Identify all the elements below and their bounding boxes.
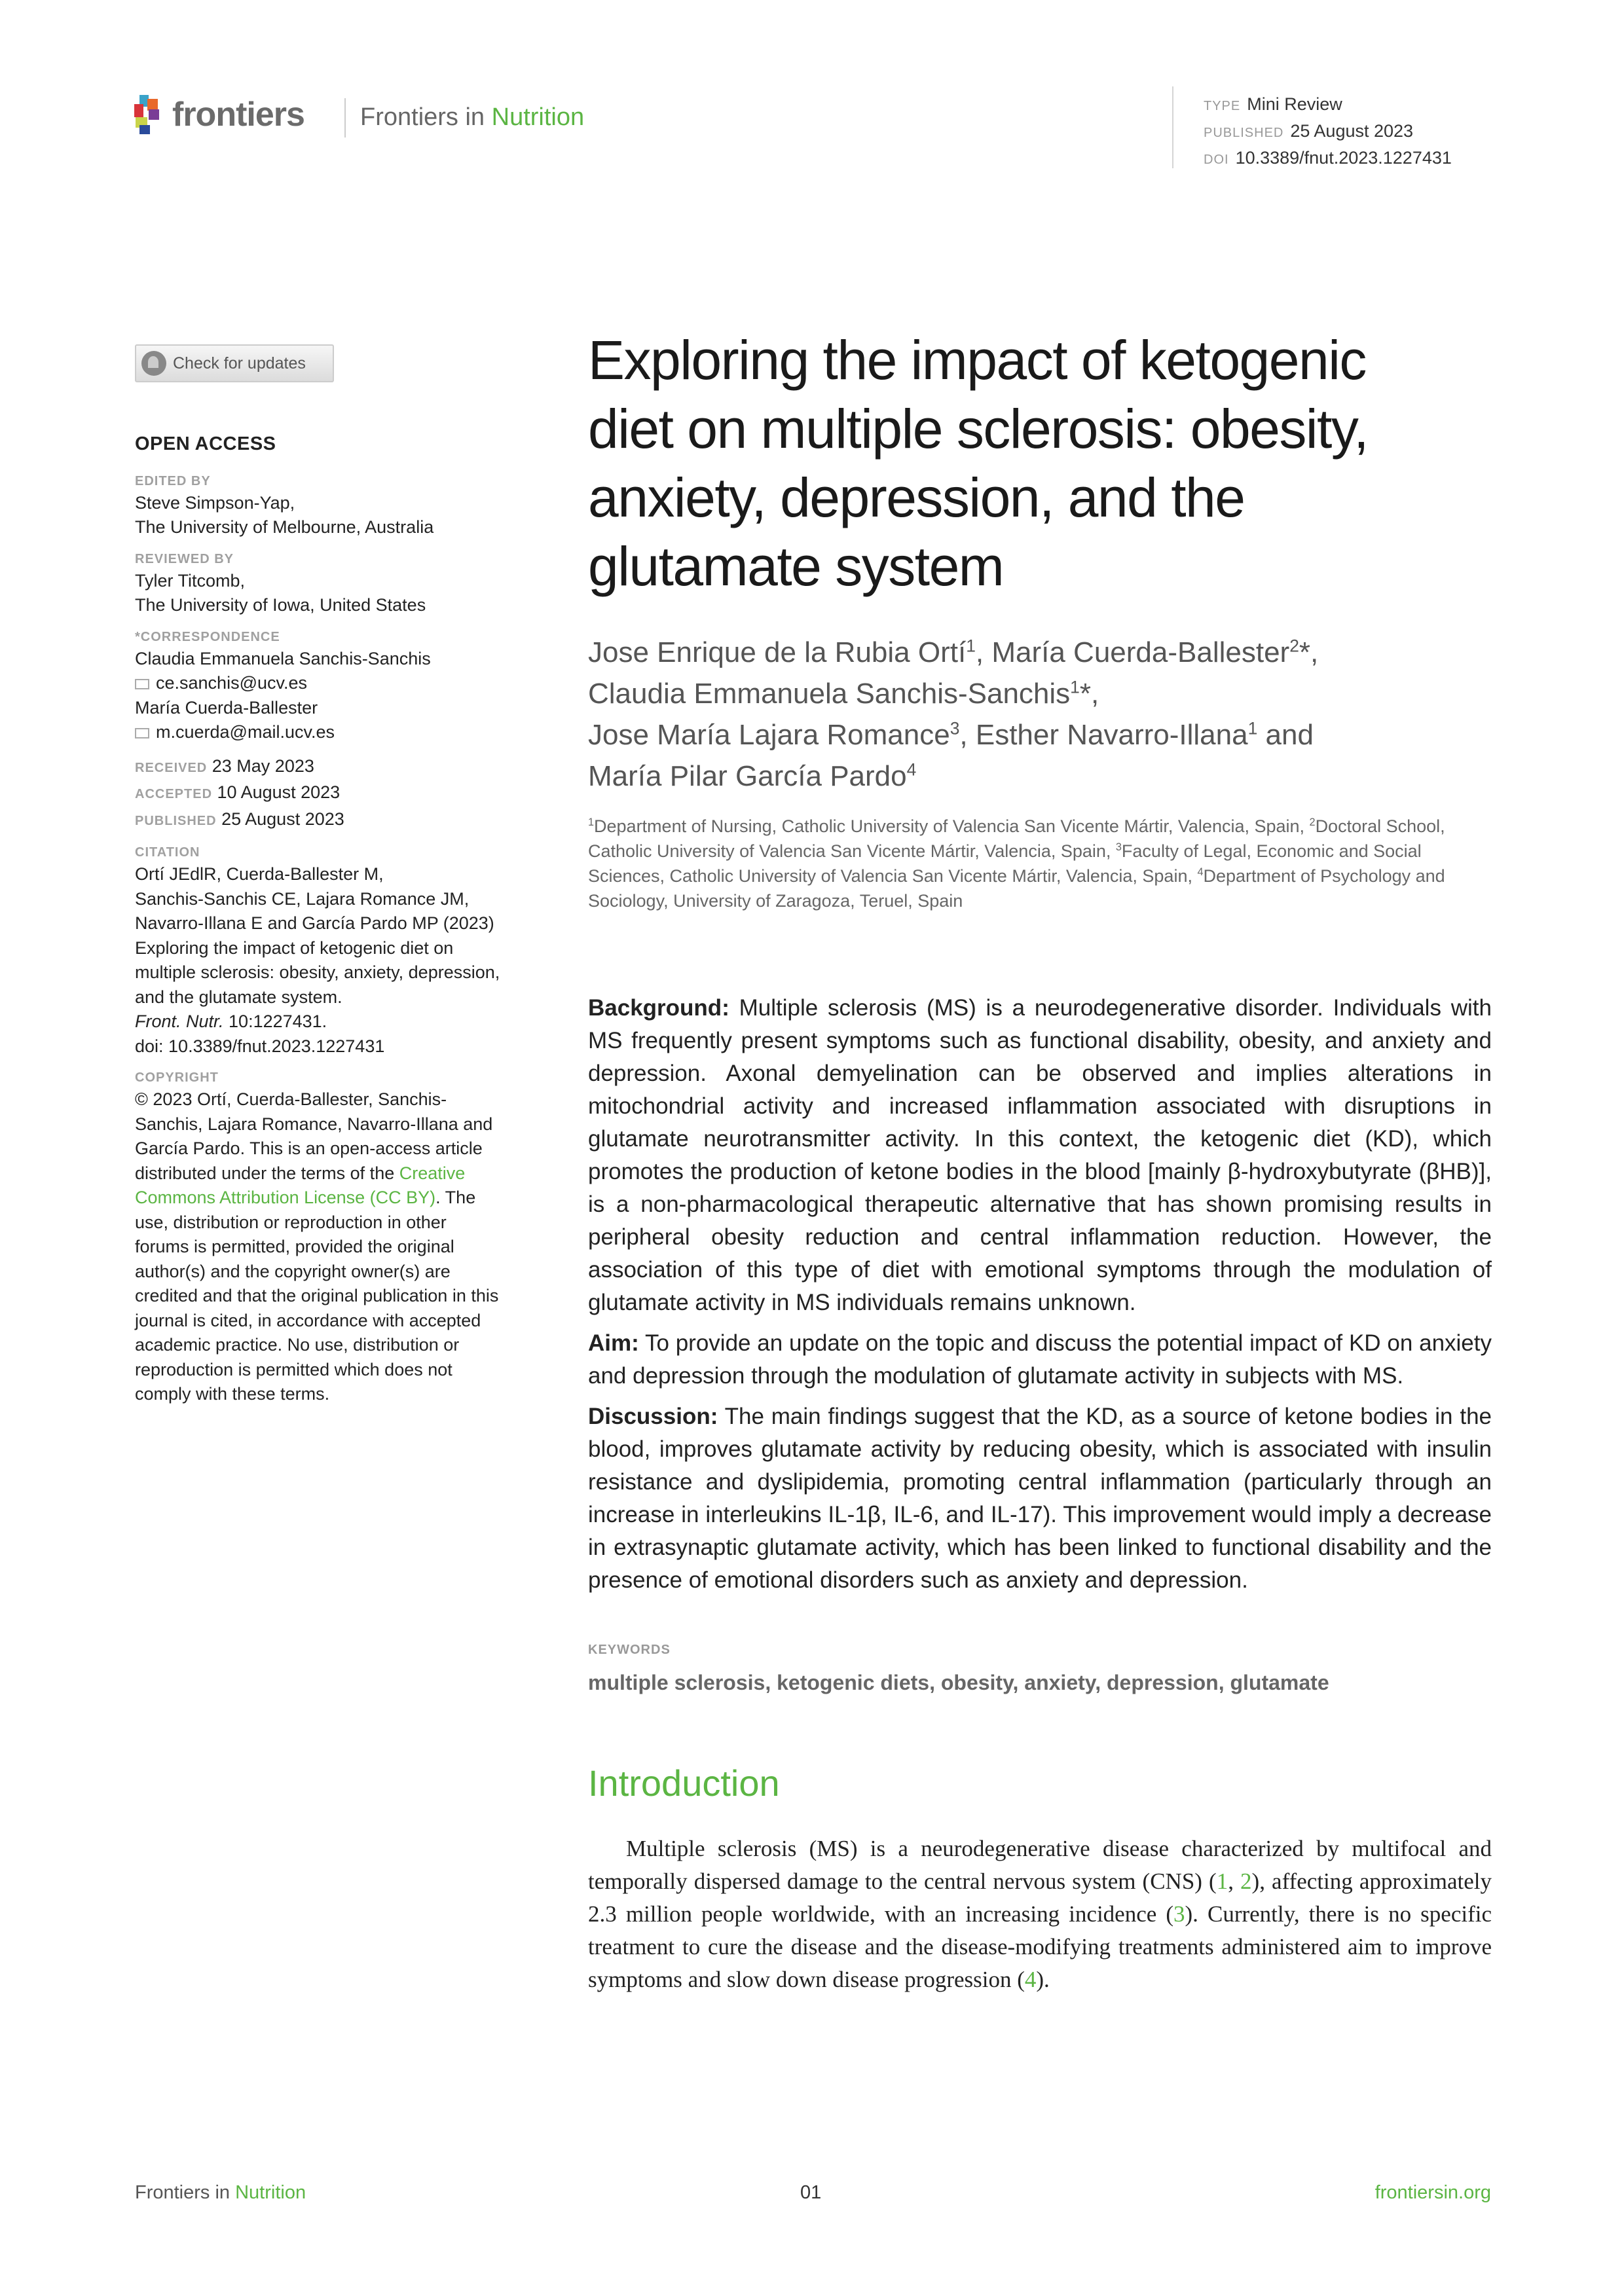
check-for-updates-label: Check for updates <box>173 354 306 373</box>
copyright-line: forums is permitted, provided the original <box>135 1237 454 1256</box>
citation-line: and the glutamate system. <box>135 987 342 1007</box>
copyright-line: distributed under the terms of the <box>135 1163 399 1183</box>
citation-line: Navarro-Illana E and García Pardo MP (2023) <box>135 913 494 933</box>
citation-journal: Front. Nutr. <box>135 1011 224 1031</box>
keywords-label: KEYWORDS <box>588 1643 671 1657</box>
background-label: Background: <box>588 995 729 1021</box>
abstract-aim <box>588 1327 1492 1393</box>
copyright-line: Sanchis, Lajara Romance, Navarro-Illana and <box>135 1114 493 1134</box>
bookmark-icon <box>141 351 166 376</box>
type-value: Mini Review <box>1247 94 1342 114</box>
article-meta <box>1204 92 1452 172</box>
separator: *, <box>1079 678 1099 710</box>
reference-link[interactable]: 2 <box>1240 1868 1252 1894</box>
page-number: 01 <box>800 2182 822 2203</box>
aff-sup: 1 <box>588 816 595 828</box>
type-label: TYPE <box>1204 99 1241 113</box>
reference-link[interactable]: 3 <box>1173 1901 1185 1927</box>
author-name[interactable]: Jose María Lajara Romance <box>588 719 950 751</box>
author-sup: 3 <box>950 718 960 738</box>
footer-journal-prefix: Frontiers in <box>135 2182 231 2203</box>
footer-site-link[interactable]: frontiersin.org <box>1375 2182 1491 2203</box>
published-date: 25 August 2023 <box>221 809 344 829</box>
copyright-line: . The <box>435 1188 476 1207</box>
title-line: anxiety, depression, and the <box>588 467 1245 528</box>
citation-line: Ortí JEdlR, Cuerda-Ballester M, <box>135 864 384 884</box>
correspondence-label: *CORRESPONDENCE <box>135 629 280 644</box>
separator: *, <box>1299 636 1319 668</box>
check-for-updates-button[interactable] <box>135 344 334 382</box>
envelope-icon <box>135 679 149 689</box>
aff-sup: 2 <box>1309 816 1316 828</box>
author-sup: 4 <box>906 759 917 780</box>
footer-journal-name: Nutrition <box>235 2182 306 2203</box>
abstract-background <box>588 992 1492 1319</box>
divider <box>1172 86 1173 168</box>
reviewed-by-label: REVIEWED BY <box>135 551 234 566</box>
section-heading-introduction: Introduction <box>588 1762 780 1804</box>
editor-affiliation: The University of Melbourne, Australia <box>135 517 434 537</box>
received-date: 23 May 2023 <box>212 756 314 776</box>
published-label: PUBLISHED <box>1204 126 1284 140</box>
footer-journal <box>135 2182 306 2204</box>
editor-name: Steve Simpson-Yap, <box>135 492 295 513</box>
journal-name <box>360 103 584 132</box>
discussion-label: Discussion: <box>588 1404 718 1429</box>
correspondent-email[interactable]: ce.sanchis@ucv.es <box>156 673 308 693</box>
sidebar <box>135 432 567 1416</box>
journal-title: Nutrition <box>491 103 585 131</box>
received-label: RECEIVED <box>135 760 208 775</box>
author-name[interactable]: Esther Navarro-Illana <box>975 719 1248 751</box>
doi-label: DOI <box>1204 153 1229 167</box>
citation-line: Exploring the impact of ketogenic diet on <box>135 938 454 958</box>
body-text: ), affecting approximately 2.3 million people worldwide, with an increasing incidence ( <box>588 1868 1492 1927</box>
copyright-line: academic practice. No use, distribution or <box>135 1335 460 1355</box>
aim-label: Aim: <box>588 1330 639 1356</box>
affiliations <box>588 814 1492 913</box>
license-link[interactable]: Commons Attribution License (CC BY) <box>135 1188 436 1207</box>
body-text: ). Currently, there is no specific treatment to cure the disease and the disease-modifying treatments administered aim to improve symptoms and slow down disease progression ( <box>588 1901 1492 1992</box>
published-label: PUBLISHED <box>135 813 217 828</box>
citation-line: Sanchis-Sanchis CE, Lajara Romance JM, <box>135 888 470 909</box>
correspondent-name: María Cuerda-Ballester <box>135 697 318 718</box>
affiliation: Department of Psychology and Sociology, University of Zaragoza, Teruel, Spain <box>588 866 1445 911</box>
article-title <box>588 326 1492 601</box>
author-name[interactable]: María Pilar García Pardo <box>588 760 907 792</box>
citation-volume: 10:1227431. <box>223 1011 327 1031</box>
citation-line: multiple sclerosis: obesity, anxiety, depression, <box>135 962 500 982</box>
divider <box>344 98 346 137</box>
author-sup: 2 <box>1289 636 1299 656</box>
reviewer-affiliation: The University of Iowa, United States <box>135 595 426 615</box>
journal-prefix: Frontiers in <box>360 103 485 131</box>
abstract-discussion <box>588 1400 1492 1597</box>
aff-sup: 4 <box>1197 866 1204 878</box>
reference-link[interactable]: 4 <box>1024 1967 1037 1992</box>
discussion-text: The main findings suggest that the KD, as a source of ketone bodies in the blood, improves glutamate activity by reducing obesity, which is associated with insulin resistance and dyslipidemia, promoting central inflammation (particularly through an increase in interleukins IL-1β, IL-6, and IL-17). This improvement would imply a decrease in extrasynaptic glutamate activity, which has been linked to functional disability and the presence of emotional disorders such as anxiety and depression. <box>588 1404 1492 1593</box>
affiliation: Faculty of Legal, Economic and Social Sciences, Catholic University of Valencia San Vicente Mártir, Valencia, Spain, <box>588 841 1422 886</box>
reviewer-name: Tyler Titcomb, <box>135 570 246 591</box>
title-line: glutamate system <box>588 536 1004 597</box>
published-value: 25 August 2023 <box>1290 121 1414 141</box>
accepted-date: 10 August 2023 <box>217 782 341 802</box>
citation-doi: doi: 10.3389/fnut.2023.1227431 <box>135 1036 385 1056</box>
license-link[interactable]: Creative <box>399 1163 466 1183</box>
copyright-line: author(s) and the copyright owner(s) are <box>135 1261 451 1281</box>
edited-by-label: EDITED BY <box>135 473 211 488</box>
copyright-line: use, distribution or reproduction in other <box>135 1212 447 1232</box>
frontiers-logo[interactable] <box>134 95 304 134</box>
copyright-line: comply with these terms. <box>135 1384 330 1404</box>
correspondent-name: Claudia Emmanuela Sanchis-Sanchis <box>135 648 431 668</box>
copyright-line: García Pardo. This is an open-access article <box>135 1139 483 1158</box>
author-name[interactable]: María Cuerda-Ballester <box>991 636 1290 668</box>
separator: and <box>1257 719 1314 751</box>
title-line: Exploring the impact of ketogenic <box>588 329 1366 391</box>
author-list <box>588 632 1492 797</box>
keywords: multiple sclerosis, ketogenic diets, obesity, anxiety, depression, glutamate <box>588 1671 1329 1694</box>
body-text: Multiple sclerosis (MS) is a neurodegenerative disease characterized by multifocal and temporally dispersed damage to the central nervous system (CNS) ( <box>588 1836 1492 1894</box>
author-sup: 1 <box>1070 677 1080 697</box>
affiliation: Doctoral School, Catholic University of Valencia San Vicente Mártir, Valencia, Spain, <box>588 816 1445 861</box>
author-sup: 1 <box>1247 718 1258 738</box>
title-line: diet on multiple sclerosis: obesity, <box>588 398 1368 460</box>
affiliation: Department of Nursing, Catholic University of Valencia San Vicente Mártir, Valencia, Spain, <box>594 816 1310 836</box>
aim-text: To provide an update on the topic and discuss the potential impact of KD on anxiety and depression through the modulation of glutamate activity in subjects with MS. <box>588 1330 1492 1389</box>
author-name[interactable]: Jose Enrique de la Rubia Ortí <box>588 636 967 668</box>
envelope-icon <box>135 728 149 738</box>
body-text: ). <box>1036 1967 1050 1992</box>
frontiers-logo-icon <box>134 95 166 134</box>
doi-value[interactable]: 10.3389/fnut.2023.1227431 <box>1235 148 1452 168</box>
separator: , <box>959 719 976 751</box>
copyright-line: © 2023 Ortí, Cuerda-Ballester, Sanchis- <box>135 1089 447 1109</box>
author-sup: 1 <box>966 636 976 656</box>
introduction-paragraph <box>588 1832 1492 1996</box>
background-text: Multiple sclerosis (MS) is a neurodegenerative disorder. Individuals with MS frequently present symptoms such as functional disability, obesity, and anxiety and depression. Axonal demyelination can be observed and implies alterations in mitochondrial activity and increased inflammation associated with disruptions in glutamate neurotransmitter activity. In this context, the ketogenic diet (KD), which promotes the production of ketone bodies in the blood [mainly β-hydroxybutyrate (βHB)], is a non-pharmacological therapeutic alternative that has shown promising results in peripheral obesity reduction and central inflammation reduction. However, the association of this type of diet with emotional symptoms through the modulation of glutamate activity in MS individuals remains unknown. <box>588 995 1492 1315</box>
abstract <box>588 992 1492 1597</box>
reference-link[interactable]: 1 <box>1216 1868 1228 1894</box>
brand-name: frontiers <box>172 96 304 134</box>
aff-sup: 3 <box>1115 841 1122 853</box>
copyright-label: COPYRIGHT <box>135 1070 219 1085</box>
copyright-line: reproduction is permitted which does not <box>135 1359 452 1379</box>
citation-label: CITATION <box>135 845 200 860</box>
body-text: , <box>1228 1868 1241 1894</box>
copyright-line: journal is cited, in accordance with accepted <box>135 1310 481 1330</box>
accepted-label: ACCEPTED <box>135 787 213 801</box>
open-access-label: OPEN ACCESS <box>135 433 276 454</box>
main-column <box>588 326 1492 1996</box>
separator: , <box>975 636 992 668</box>
author-name[interactable]: Claudia Emmanuela Sanchis-Sanchis <box>588 678 1071 710</box>
copyright-line: credited and that the original publication in this <box>135 1286 499 1305</box>
correspondent-email[interactable]: m.cuerda@mail.ucv.es <box>156 722 335 742</box>
